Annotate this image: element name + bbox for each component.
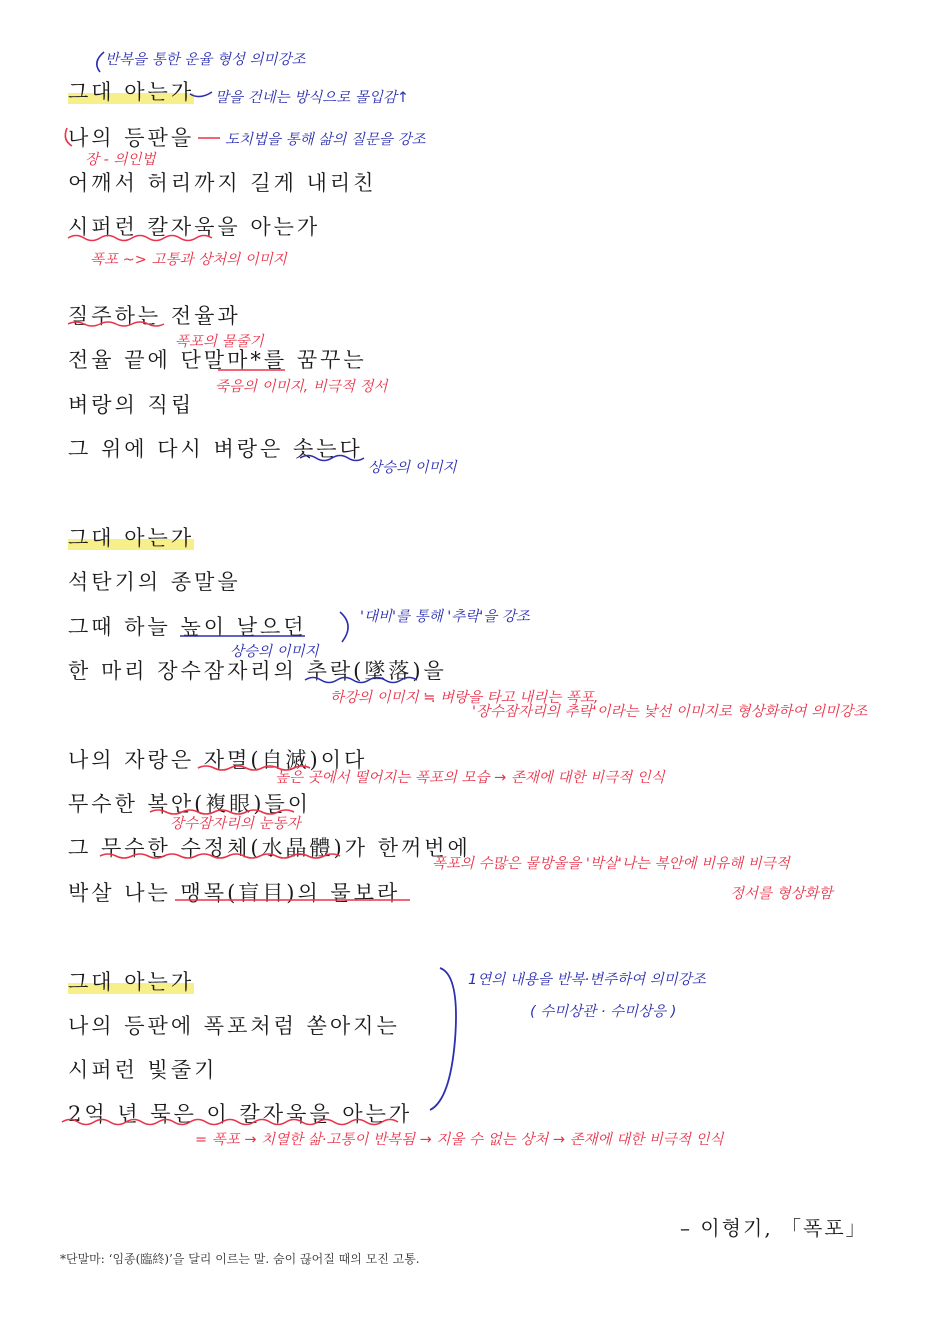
poem-line: 한 마리 장수잠자리의 추락(墜落)을 — [68, 659, 447, 683]
bracket-mark — [430, 968, 456, 1110]
annotation: 상승의 이미지 — [230, 644, 319, 660]
poem-line — [68, 76, 194, 106]
footnote: *단말마: ‘임종(臨終)’을 달리 이르는 말. 숨이 끊어질 때의 모진 고통. — [60, 1252, 420, 1266]
highlighted-text: 그대 아는가 — [68, 970, 195, 994]
author-credit: – 이형기, 「폭포」 — [680, 1216, 868, 1240]
poem-line: 석탄기의 종말을 — [68, 570, 241, 594]
poem-line — [68, 966, 194, 996]
annotation: 높은 곳에서 떨어지는 폭포의 모습 → 존재에 대한 비극적 인식 — [275, 770, 665, 786]
poem-line: 그때 하늘 높이 날으던 — [68, 615, 307, 639]
annotation: 도치법을 통해 삶의 질문을 강조 — [225, 132, 426, 148]
annotation: 반복을 통한 운율 형성 의미강조 — [105, 52, 306, 68]
poem-line: 그 무수한 수정체(水晶體)가 한꺼번에 — [68, 836, 471, 860]
annotation: 장 - 의인법 — [85, 152, 156, 168]
poem-line: 나의 등판을 — [68, 126, 195, 150]
annotation: 폭포의 수많은 물방울을 '박살'나는 복안에 비유해 비극적 — [432, 856, 790, 872]
poem-line: 그 위에 다시 벼랑은 솟는다 — [68, 437, 363, 461]
annotation: 상승의 이미지 — [368, 460, 457, 476]
annotation: 말을 건네는 방식으로 몰입감↑ — [215, 90, 410, 106]
highlighted-text: 그대 아는가 — [68, 526, 195, 550]
poem-line: 어깨서 허리까지 길게 내리친 — [68, 171, 377, 195]
highlighted-text: 그대 아는가 — [68, 80, 195, 104]
poem-line: 벼랑의 직립 — [68, 393, 195, 417]
annotation: 정서를 형상화함 — [730, 886, 833, 902]
arrow-mark — [97, 52, 104, 72]
annotation: '대비'를 통해 '추락'을 강조 — [360, 609, 530, 625]
annotation: 죽음의 이미지, 비극적 정서 — [215, 379, 388, 395]
annotation: 폭포의 물줄기 — [175, 334, 264, 350]
annotation: 하강의 이미지 ≒ 벼랑을 타고 내리는 폭포, — [330, 690, 599, 706]
annotation: ( 수미상관 · 수미상응 ) — [530, 1004, 677, 1020]
annotation: 1연의 내용을 반복·변주하여 의미강조 — [468, 972, 706, 988]
poem-line: 무수한 복안(複眼)들이 — [68, 792, 312, 816]
poem-line: 전율 끝에 단말마*를 꿈꾸는 — [68, 348, 367, 372]
annotation: 장수잠자리의 눈동자 — [170, 816, 301, 832]
poem-line: 질주하는 전율과 — [68, 304, 241, 328]
poem-line — [68, 522, 194, 552]
annotation: 폭포 ~> 고통과 상처의 이미지 — [90, 252, 287, 268]
annotation: '장수잠자리의 추락'이라는 낯선 이미지로 형상화하여 의미강조 — [472, 704, 868, 720]
poem-line: 박살 나는 맹목(盲目)의 물보라 — [68, 881, 401, 905]
poem-line: 나의 자랑은 자멸(自滅)이다 — [68, 748, 368, 772]
poem-line: 2억 년 묵은 이 칼자욱을 아는가 — [68, 1102, 413, 1126]
annotation: = 폭포 → 치열한 삶·고통이 반복됨 → 지울 수 없는 상처 → 존재에 대한 비극적 인식 — [195, 1132, 724, 1148]
poem-line: 나의 등판에 폭포처럼 쏟아지는 — [68, 1014, 400, 1038]
poem-line: 시퍼런 칼자욱을 아는가 — [68, 215, 321, 239]
poem-line: 시퍼런 빛줄기 — [68, 1058, 218, 1082]
arrow-mark — [340, 612, 348, 642]
